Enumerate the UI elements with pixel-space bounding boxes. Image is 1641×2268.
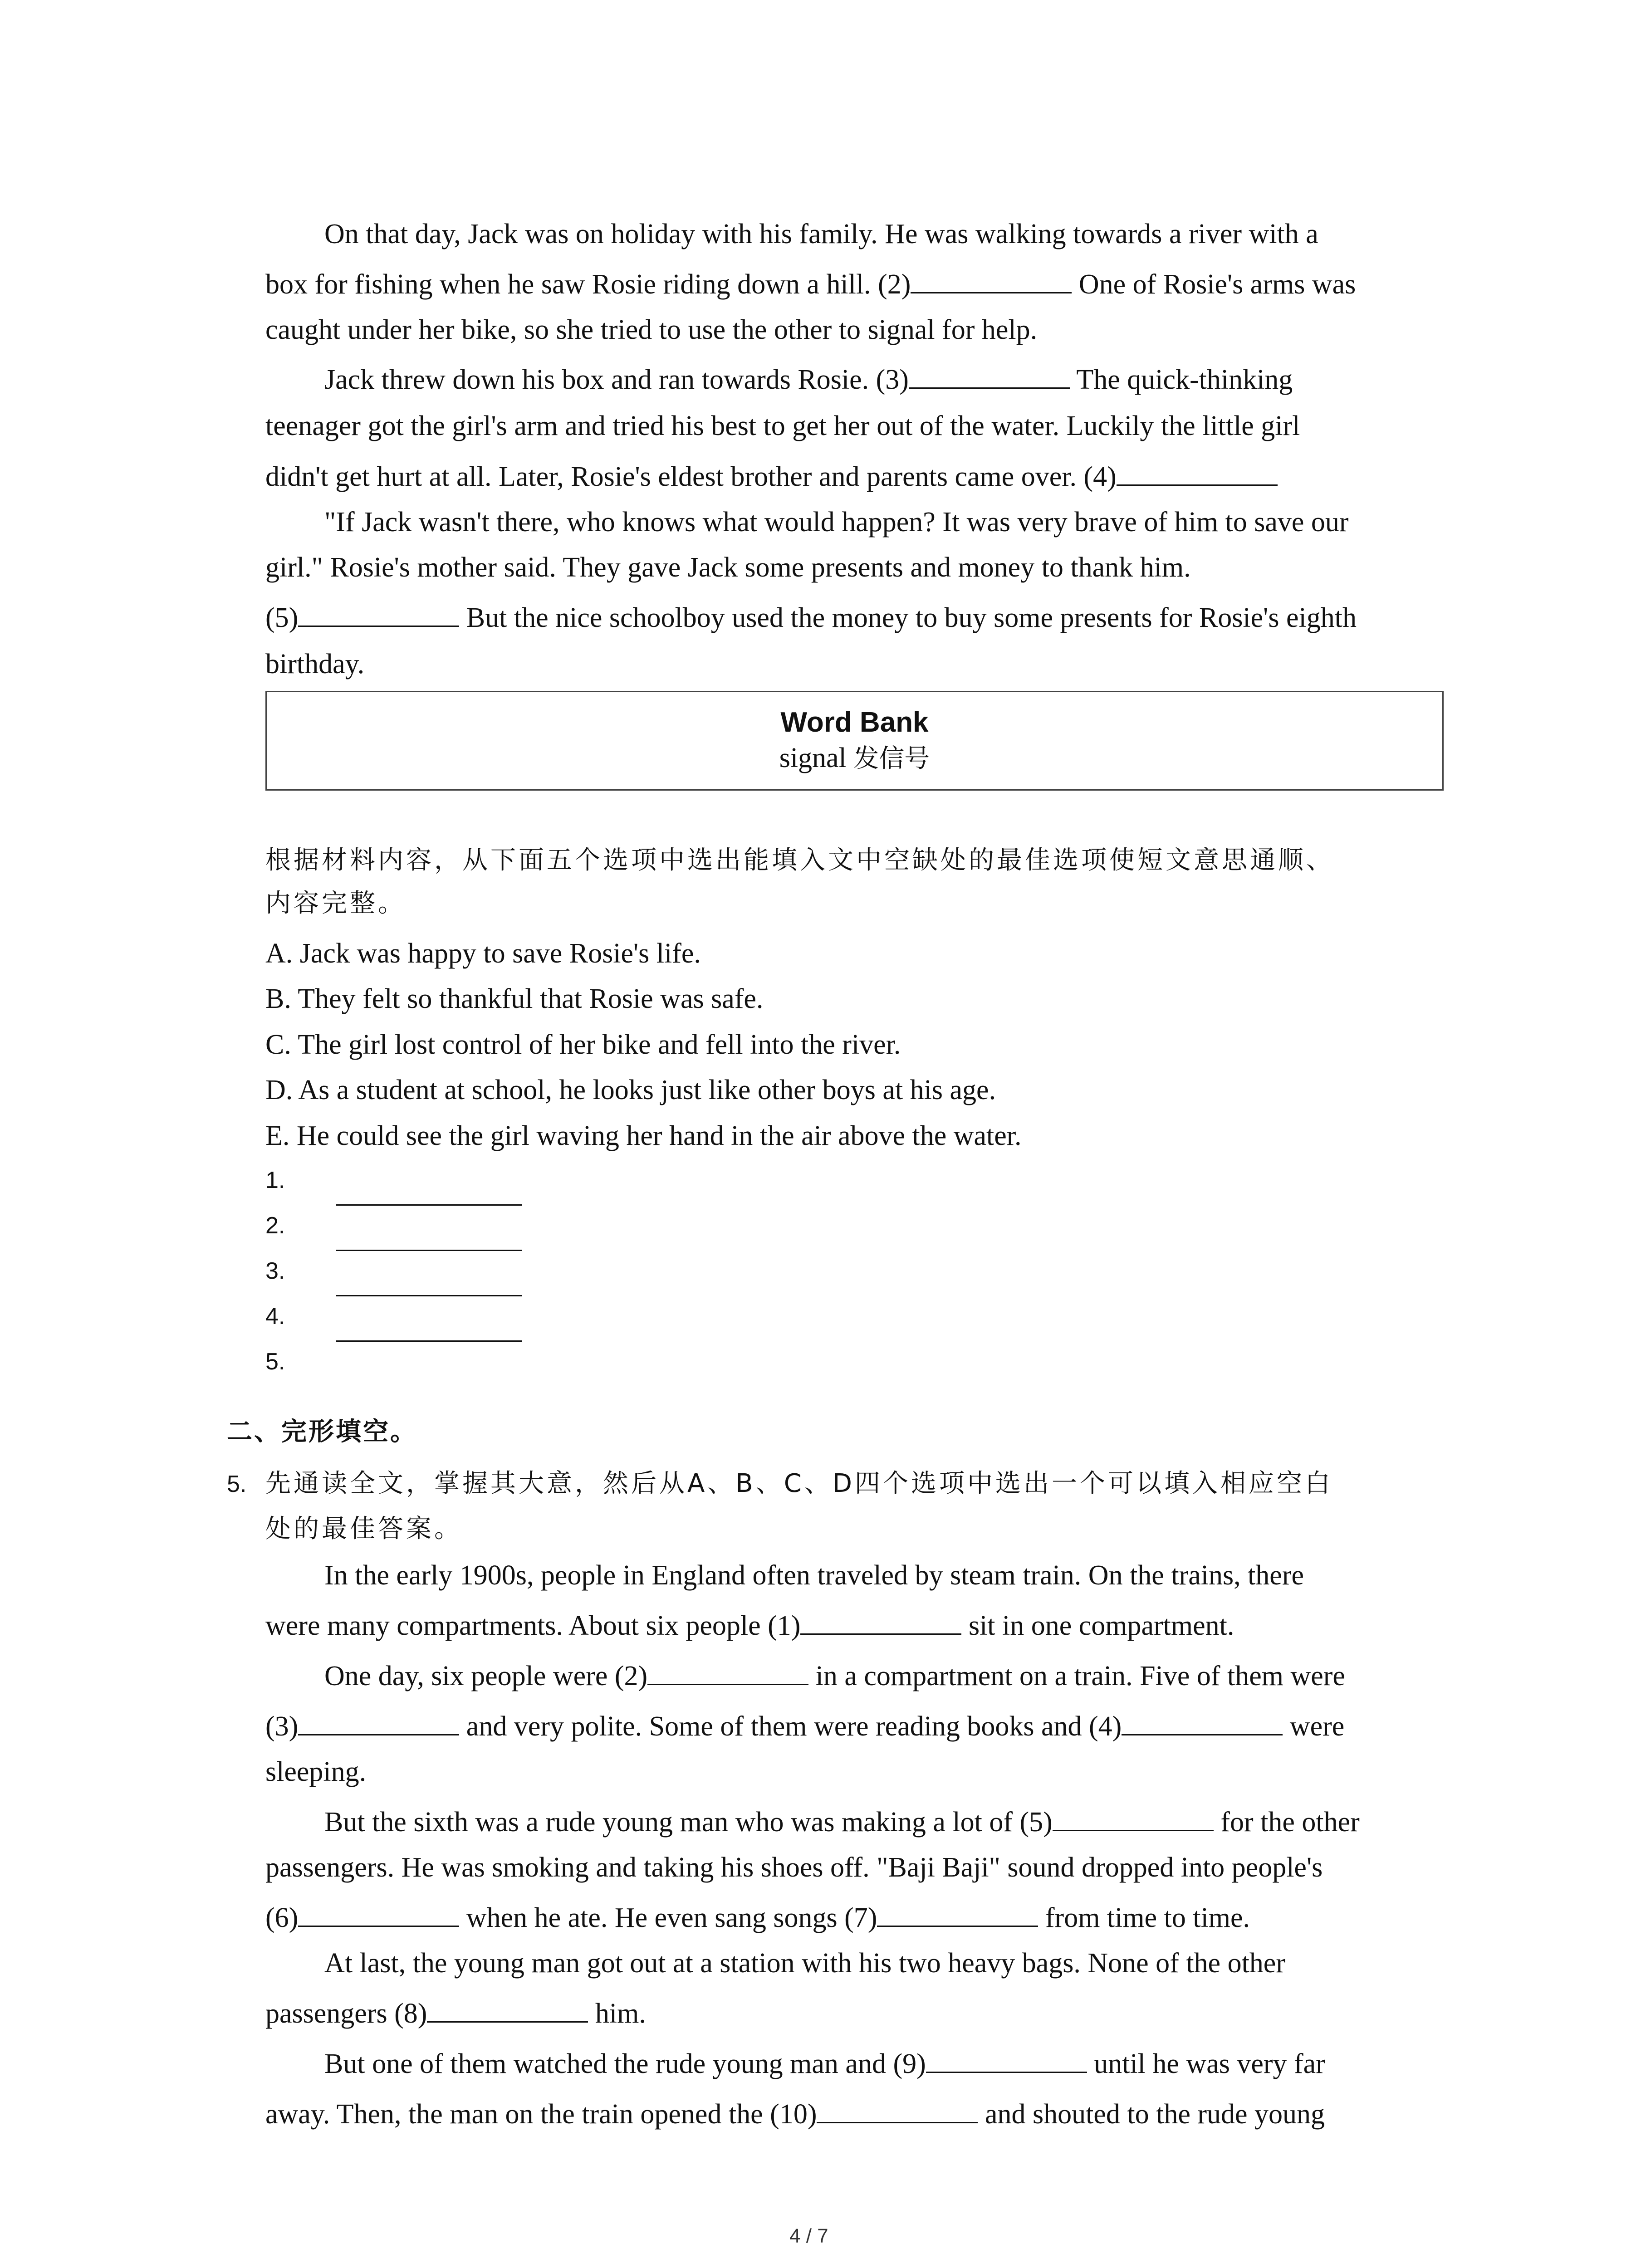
text: Jack threw down his box and ran towards Rosie. (3) [324,364,909,395]
cloze-blank-10[interactable] [817,2097,978,2123]
word-bank-box [265,691,1444,791]
text: and shouted to the rude young [978,2099,1325,2130]
passage1-line: girl." Rosie's mother said. They gave Jack some presents and money to thank him. [265,552,1191,583]
passage1-line [265,267,1356,302]
passage1-line: "If Jack wasn't there, who knows what would happen? It was very brave of him to save our [324,507,1349,538]
passage1-line: On that day, Jack was on holiday with his family. He was walking towards a river with a [324,219,1318,249]
text: were many compartments. About six people (1) [265,1610,801,1641]
option-b: B. They felt so thankful that Rosie was safe. [265,983,764,1014]
passage2-line [324,1804,1360,1840]
passage2-line: In the early 1900s, people in England often traveled by steam train. On the trains, there [324,1560,1304,1591]
answer-line-4[interactable] [336,1340,522,1342]
text: (3) [265,1711,299,1742]
passage2-line [265,1608,1234,1643]
cloze-blank-1[interactable] [800,1608,961,1635]
answer-blank-4[interactable] [1117,459,1278,486]
option-e: E. He could see the girl waving her hand in the air above the water. [265,1120,1022,1151]
option-a: A. Jack was happy to save Rosie's life. [265,938,701,969]
answer-number: 4. [265,1303,285,1330]
answer-line-2[interactable] [336,1250,522,1251]
passage2-line [265,1996,646,2031]
text: But the nice schoolboy used the money to buy some presents for Rosie's eighth [459,602,1357,633]
question-number: 5. [227,1471,247,1497]
passage2-line [265,1709,1344,1744]
passage2-line: At last, the young man got out at a station with his two heavy bags. None of the other [324,1948,1285,1979]
cloze-blank-2[interactable] [647,1658,808,1685]
passage1-line [265,600,1357,635]
text: in a compartment on a train. Five of them were [808,1661,1345,1691]
passage1-line [265,459,1278,494]
answer-number: 5. [265,1349,285,1375]
text: didn't get hurt at all. Later, Rosie's eldest brother and parents came over. (4) [265,461,1117,492]
passage1-line: caught under her bike, so she tried to use the other to signal for help. [265,314,1038,345]
cloze-blank-3[interactable] [298,1709,459,1735]
passage2-line [265,2097,1325,2132]
text: One day, six people were (2) [324,1661,648,1691]
passage2-line: sleeping. [265,1756,367,1787]
answer-blank-2[interactable] [911,267,1072,293]
text: away. Then, the man on the train opened the (10) [265,2099,817,2130]
answer-blank-5[interactable] [298,600,459,627]
passage1-line [324,362,1293,397]
answer-blank-3[interactable] [909,362,1070,389]
text: from time to time. [1038,1902,1250,1933]
text: (6) [265,1902,299,1933]
text: passengers (8) [265,1998,427,2029]
text: One of Rosie's arms was [1072,269,1356,300]
text: for the other [1213,1807,1360,1838]
answer-line-1[interactable] [336,1204,522,1206]
word-bank-meaning: 发信号 [853,744,930,773]
text: (5) [265,602,299,633]
answer-number: 1. [265,1167,285,1193]
passage2-line: passengers. He was smoking and taking his shoes off. "Baji Baji" sound dropped into people's [265,1852,1323,1883]
instructions-line-1: 根据材料内容，从下面五个选项中选出能填入文中空缺处的最佳选项使短文意思通顺、 [265,846,1334,875]
question-instruction-line-2: 处的最佳答案。 [265,1514,462,1544]
passage2-line [265,1900,1250,1936]
passage2-line [324,1658,1345,1694]
answer-line-3[interactable] [336,1295,522,1296]
text: But one of them watched the rude young man and (9) [324,2048,926,2079]
passage2-line [324,2046,1325,2082]
option-c: C. The girl lost control of her bike and fell into the river. [265,1029,901,1060]
word-bank-entry [267,740,1442,777]
text: were [1283,1711,1345,1742]
answer-number: 3. [265,1258,285,1284]
cloze-blank-6[interactable] [298,1900,459,1927]
text: when he ate. He even sang songs (7) [459,1902,877,1933]
instructions-line-2: 内容完整。 [265,889,406,918]
cloze-blank-7[interactable] [877,1900,1038,1927]
option-d: D. As a student at school, he looks just like other boys at his age. [265,1075,996,1105]
word-bank-title: Word Bank [780,707,929,738]
answer-number: 2. [265,1212,285,1239]
text: until he was very far [1087,2048,1325,2079]
cloze-blank-9[interactable] [926,2046,1087,2073]
passage1-line: teenager got the girl's arm and tried his best to get her out of the water. Luckily the little girl [265,411,1300,441]
question-instruction-line-1: 先通读全文，掌握其大意，然后从A、B、C、D四个选项中选出一个可以填入相应空白 [265,1469,1333,1498]
text: But the sixth was a rude young man who was making a lot of (5) [324,1807,1053,1838]
text: box for fishing when he saw Rosie riding down a hill. (2) [265,269,911,300]
word-bank-word: signal [779,743,847,773]
text: and very polite. Some of them were reading books and (4) [459,1711,1122,1742]
cloze-blank-8[interactable] [427,1996,588,2023]
cloze-blank-5[interactable] [1053,1804,1214,1831]
page-number: 4 / 7 [789,2225,828,2247]
cloze-blank-4[interactable] [1122,1709,1283,1735]
text: The quick-thinking [1069,364,1293,395]
text: sit in one compartment. [961,1610,1234,1641]
passage1-line: birthday. [265,649,365,679]
section-heading: 二、完形填空。 [227,1417,417,1447]
text: him. [588,1998,646,2029]
